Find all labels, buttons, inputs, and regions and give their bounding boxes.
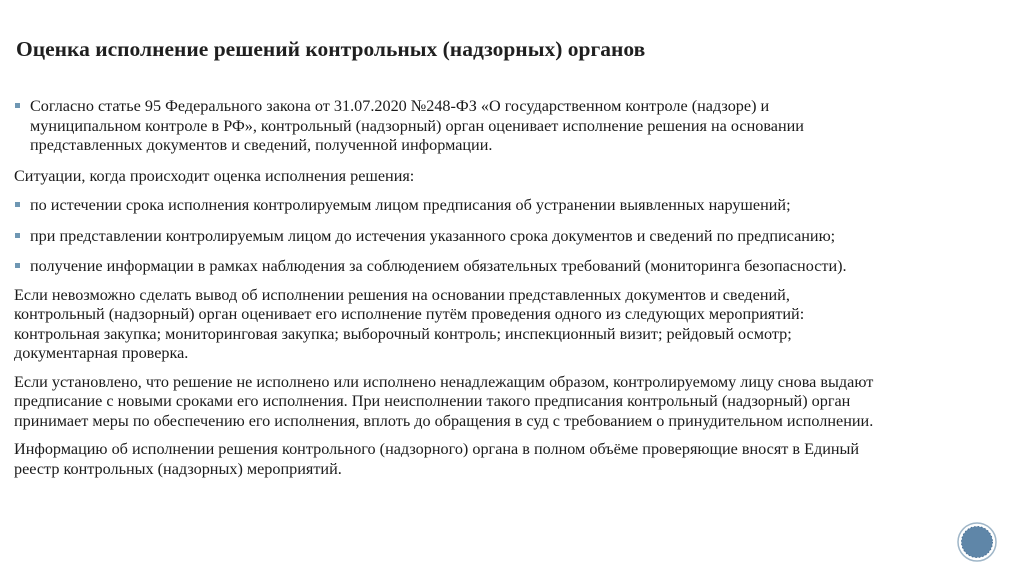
text-line: Если установлено, что решение не исполнено или исполнено ненадлежащим образом, контролируемому лицу снова выдают: [14, 372, 874, 391]
situations-heading: Ситуации, когда происходит оценка исполнения решения:: [14, 166, 415, 185]
square-bullet-icon: [15, 233, 20, 238]
text-line: документарная проверка.: [14, 344, 189, 362]
text-line: при представлении контролируемым лицом до истечения указанного срока документов и сведений по предписанию;: [30, 226, 836, 245]
text-line: Согласно статье 95 Федерального закона от 31.07.2020 №248-ФЗ «О государственном контроле (надзоре) и: [30, 97, 770, 115]
text-line: получение информации в рамках наблюдения за соблюдением обязательных требований (мониторинга безопасности).: [30, 257, 847, 275]
text-line: представленных документов и сведений, полученной информации.: [30, 136, 493, 154]
bullet-item-situation: [14, 227, 1024, 247]
decorative-circle-icon: [957, 522, 997, 562]
bullet-item-situation: [14, 257, 1024, 277]
square-bullet-icon: [15, 202, 20, 207]
text-line: контрольный (надзорный) орган оценивает его исполнение путём проведения одного из следующих мероприятий:: [14, 305, 805, 323]
square-bullet-icon: [15, 103, 20, 108]
text-line: Если невозможно сделать вывод об исполнении решения на основании представленных документов и сведений,: [14, 285, 790, 304]
bullet-item-law-reference: [14, 97, 1024, 156]
page-title: Оценка исполнение решений контрольных (надзорных) органов: [16, 37, 646, 61]
text-line: предписание с новыми сроками его исполнения. При неисполнении такого предписания контрольный (надзорный) орган: [14, 392, 851, 410]
paragraph-registry: [14, 440, 1024, 479]
text-line: муниципальном контроле в РФ», контрольный (надзорный) орган оценивает исполнение решения на основании: [30, 116, 804, 135]
slide-body: [14, 97, 1024, 479]
text-line: реестр контрольных (надзорных) мероприятий.: [14, 459, 342, 478]
text-line: принимает меры по обеспечению его исполнения, вплоть до обращения в суд с требованием о принудительном исполнении.: [14, 411, 874, 430]
square-bullet-icon: [15, 263, 20, 268]
text-line: контрольная закупка; мониторинговая закупка; выборочный контроль; инспекционный визит; рейдовый осмотр;: [14, 324, 792, 343]
text-line: по истечении срока исполнения контролируемым лицом предписания об устранении выявленных нарушений;: [30, 196, 791, 214]
paragraph-control-measures: [14, 286, 1024, 364]
text-line: Информацию об исполнении решения контрольного (надзорного) органа в полном объёме проверяющие вносят в Единый: [14, 440, 860, 458]
bullet-item-situation: [14, 196, 1024, 216]
paragraph-repeat-order: [14, 373, 1024, 432]
